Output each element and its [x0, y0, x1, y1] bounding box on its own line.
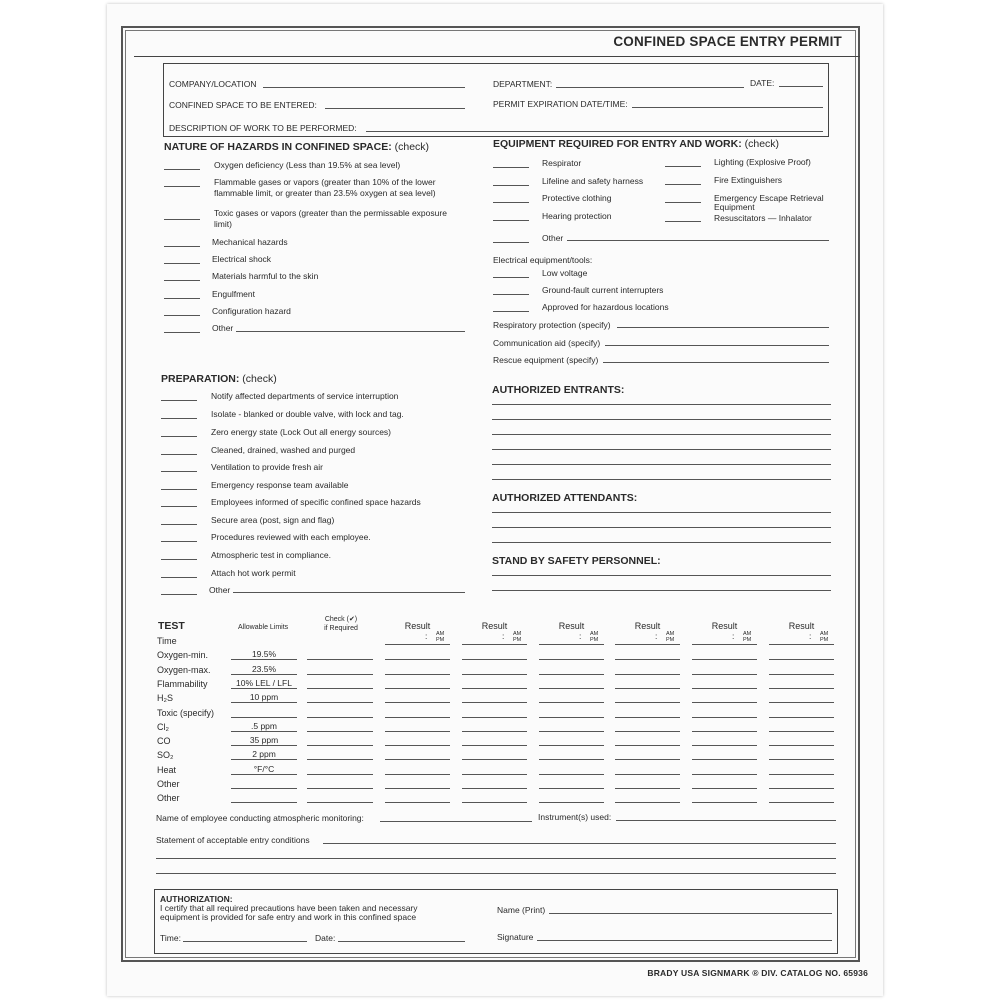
company-label: COMPANY/LOCATION	[169, 79, 257, 89]
test-row-label: Oxygen-min.	[157, 650, 209, 661]
result-label: Result	[711, 621, 738, 631]
date-field[interactable]	[779, 86, 823, 87]
test-limit: 35 ppm	[249, 735, 279, 746]
hazard-checkbox[interactable]	[164, 246, 200, 247]
result-label: Result	[558, 621, 585, 631]
test-result-field[interactable]	[462, 802, 527, 803]
prep-checkbox[interactable]	[161, 400, 197, 401]
specify-label: Rescue equipment (specify)	[493, 355, 599, 365]
auth-date-field[interactable]	[338, 941, 465, 942]
test-result-field[interactable]	[615, 731, 680, 732]
am-label: AM	[513, 631, 522, 637]
statement-field[interactable]	[323, 843, 836, 844]
test-result-field[interactable]	[769, 717, 834, 718]
test-result-field[interactable]	[462, 717, 527, 718]
test-check-field[interactable]	[307, 674, 373, 675]
entrant-line[interactable]	[492, 419, 831, 420]
test-limit-line	[231, 674, 297, 675]
equipment-item: Hearing protection	[542, 211, 612, 221]
test-result-field[interactable]	[769, 774, 834, 775]
hazard-item: Configuration hazard	[212, 306, 291, 316]
test-limit-line	[231, 688, 297, 689]
test-check-field[interactable]	[307, 659, 373, 660]
expiration-label: PERMIT EXPIRATION DATE/TIME:	[493, 99, 628, 109]
pm-label: PM	[436, 637, 445, 643]
equipment-checkbox[interactable]	[493, 185, 529, 186]
test-row-label: Other	[157, 779, 180, 789]
equipment-checkbox[interactable]	[493, 220, 529, 221]
prep-checkbox[interactable]	[161, 436, 197, 437]
test-result-field[interactable]	[462, 674, 527, 675]
hazard-checkbox[interactable]	[164, 219, 200, 220]
pm-label: PM	[513, 637, 522, 643]
test-result-field[interactable]	[385, 745, 450, 746]
statement-label: Statement of acceptable entry conditions	[156, 835, 310, 845]
test-row-label: Flammability	[157, 678, 208, 689]
electrical-item: Approved for hazardous locations	[542, 302, 669, 312]
result-time-line[interactable]	[539, 644, 604, 645]
pm-label: PM	[666, 637, 675, 643]
prep-item: Other	[209, 585, 231, 595]
prep-item: Isolate - blanked or double valve, with lock and tag.	[211, 409, 404, 419]
am-label: AM	[743, 631, 752, 637]
test-row-label: Other	[157, 793, 180, 804]
test-result-field[interactable]	[539, 702, 604, 703]
hazard-item: Materials harmful to the skin	[212, 271, 319, 281]
test-result-field[interactable]	[769, 802, 834, 803]
test-heading: TEST	[158, 620, 185, 632]
test-check-field[interactable]	[307, 702, 373, 703]
hazard-item: Mechanical hazards	[212, 237, 288, 247]
prep-item: Employees informed of specific confined space hazards	[211, 497, 421, 507]
electrical-checkbox[interactable]	[493, 277, 529, 278]
test-limit-line	[231, 717, 297, 718]
test-result-field[interactable]	[462, 702, 527, 703]
test-result-field[interactable]	[462, 788, 527, 789]
equipment-checkbox[interactable]	[665, 221, 701, 222]
prep-checkbox[interactable]	[161, 524, 197, 525]
test-check-field[interactable]	[307, 731, 373, 732]
test-check-field[interactable]	[307, 717, 373, 718]
equipment-item: Lighting (Explosive Proof)	[714, 157, 811, 167]
equipment-item: Respirator	[542, 158, 582, 168]
test-row-label: Heat	[157, 764, 177, 775]
am-label: AM	[590, 631, 599, 637]
entrant-line[interactable]	[492, 479, 831, 480]
equipment-checkbox[interactable]	[493, 242, 529, 243]
space-field[interactable]	[325, 108, 465, 109]
test-check-field[interactable]	[307, 759, 373, 760]
test-result-field[interactable]	[692, 688, 757, 689]
prep-item: Notify affected departments of service interruption	[211, 391, 399, 401]
test-limit-line	[231, 802, 297, 803]
test-result-field[interactable]	[615, 759, 680, 760]
electrical-label: Electrical equipment/tools:	[493, 255, 593, 265]
test-limit: 19.5%	[251, 649, 277, 660]
electrical-item: Low voltage	[542, 268, 588, 278]
test-result-field[interactable]	[385, 659, 450, 660]
test-result-field[interactable]	[769, 674, 834, 675]
test-result-field[interactable]	[385, 674, 450, 675]
authorization-heading: AUTHORIZATION:	[160, 894, 233, 904]
prep-checkbox[interactable]	[161, 471, 197, 472]
equipment-item: Lifeline and safety harness	[542, 176, 644, 186]
check-header: Check (✔) if Required	[324, 616, 358, 632]
signature-field[interactable]	[537, 940, 832, 941]
hazard-item: Engulfment	[212, 289, 255, 299]
test-result-field[interactable]	[692, 717, 757, 718]
auth-date-label: Date:	[315, 933, 336, 943]
test-limit: 10 ppm	[249, 692, 279, 703]
test-result-field[interactable]	[692, 674, 757, 675]
pm-label: PM	[820, 637, 829, 643]
description-label: DESCRIPTION OF WORK TO BE PERFORMED:	[169, 123, 357, 133]
result-time-line[interactable]	[385, 644, 450, 645]
prep-other-field[interactable]	[233, 592, 465, 593]
result-label: Result	[481, 621, 508, 631]
equipment-other-field[interactable]	[567, 240, 829, 241]
instrument-field[interactable]	[616, 820, 836, 821]
am-label: AM	[436, 631, 445, 637]
hazard-item: Electrical shock	[212, 254, 272, 264]
test-result-field[interactable]	[615, 745, 680, 746]
test-result-field[interactable]	[385, 731, 450, 732]
test-result-field[interactable]	[385, 788, 450, 789]
entrant-line[interactable]	[492, 449, 831, 450]
prep-checkbox[interactable]	[161, 506, 197, 507]
test-result-field[interactable]	[385, 702, 450, 703]
test-limit: .5 ppm	[251, 720, 277, 731]
equipment-checkbox[interactable]	[665, 166, 701, 167]
test-result-field[interactable]	[539, 802, 604, 803]
hazard-item: limit)	[214, 219, 232, 229]
test-check-field[interactable]	[307, 745, 373, 746]
specify-label: Respiratory protection (specify)	[493, 320, 611, 330]
hazard-item: Oxygen deficiency (Less than 19.5% at sea level)	[214, 160, 401, 170]
equipment-checkbox[interactable]	[493, 167, 529, 168]
test-result-field[interactable]	[539, 745, 604, 746]
result-time-line[interactable]	[615, 644, 680, 645]
result-colon: :	[655, 631, 658, 641]
test-result-field[interactable]	[539, 774, 604, 775]
test-result-field[interactable]	[462, 659, 527, 660]
test-result-field[interactable]	[539, 759, 604, 760]
hazard-checkbox[interactable]	[164, 315, 200, 316]
result-time-line[interactable]	[692, 644, 757, 645]
equipment-heading: EQUIPMENT REQUIRED FOR ENTRY AND WORK: (check)	[493, 138, 780, 150]
test-limit: 2 ppm	[252, 749, 276, 760]
prep-item: Procedures reviewed with each employee.	[211, 532, 371, 542]
entrant-line[interactable]	[492, 404, 831, 405]
result-label: Result	[404, 621, 431, 631]
test-result-field[interactable]	[692, 774, 757, 775]
equipment-item: Fire Extinguishers	[714, 175, 783, 185]
result-colon: :	[809, 631, 812, 641]
hazard-item: Other	[212, 323, 234, 333]
name-field[interactable]	[549, 913, 832, 914]
entrants-heading: AUTHORIZED ENTRANTS:	[492, 384, 625, 396]
test-result-field[interactable]	[615, 717, 680, 718]
test-result-field[interactable]	[692, 745, 757, 746]
test-result-field[interactable]	[615, 674, 680, 675]
test-check-field[interactable]	[307, 802, 373, 803]
electrical-item: Ground-fault current interrupters	[542, 285, 664, 295]
prep-item: Cleaned, drained, washed and purged	[211, 445, 356, 455]
test-result-field[interactable]	[462, 774, 527, 775]
prep-checkbox[interactable]	[161, 454, 197, 455]
hazards-heading: NATURE OF HAZARDS IN CONFINED SPACE: (check)	[164, 141, 430, 153]
test-result-field[interactable]	[462, 759, 527, 760]
prep-item: Ventilation to provide fresh air	[211, 462, 323, 472]
entrant-line[interactable]	[492, 434, 831, 435]
specify-label: Communication aid (specify)	[493, 338, 601, 348]
equipment-checkbox[interactable]	[665, 184, 701, 185]
catalog-footer: BRADY USA SIGNMARK ® DIV. CATALOG NO. 65936	[647, 968, 868, 978]
pm-label: PM	[743, 637, 752, 643]
test-result-field[interactable]	[769, 702, 834, 703]
equipment-checkbox[interactable]	[665, 202, 701, 203]
name-label: Name (Print)	[497, 905, 546, 915]
test-result-field[interactable]	[385, 717, 450, 718]
hazard-item: Toxic gases or vapors (greater than the permissable exposure	[214, 208, 447, 218]
test-result-field[interactable]	[385, 688, 450, 689]
test-row-label: Toxic (specify)	[157, 707, 215, 718]
time-label: Time:	[160, 933, 181, 943]
test-result-field[interactable]	[462, 731, 527, 732]
test-result-field[interactable]	[692, 759, 757, 760]
test-result-field[interactable]	[539, 659, 604, 660]
result-time-line[interactable]	[769, 644, 834, 645]
test-result-field[interactable]	[769, 731, 834, 732]
test-result-field[interactable]	[615, 688, 680, 689]
result-label: Result	[788, 621, 815, 631]
test-limit-line	[231, 659, 297, 660]
standby-line[interactable]	[492, 590, 831, 591]
test-check-field[interactable]	[307, 774, 373, 775]
test-result-field[interactable]	[692, 702, 757, 703]
test-result-field[interactable]	[692, 731, 757, 732]
company-field[interactable]	[263, 87, 465, 88]
prep-checkbox[interactable]	[161, 577, 197, 578]
department-label: DEPARTMENT:	[493, 79, 553, 89]
test-result-field[interactable]	[692, 659, 757, 660]
hazard-checkbox[interactable]	[164, 280, 200, 281]
test-result-field[interactable]	[539, 731, 604, 732]
entrant-line[interactable]	[492, 464, 831, 465]
test-limit: 10% LEL / LFL	[236, 677, 292, 688]
pm-label: PM	[590, 637, 599, 643]
test-row-label: SO₂	[157, 750, 174, 761]
test-result-field[interactable]	[692, 802, 757, 803]
hazard-checkbox[interactable]	[164, 169, 200, 170]
test-result-field[interactable]	[385, 759, 450, 760]
limits-header: Allowable Limits	[238, 624, 289, 631]
am-label: AM	[820, 631, 829, 637]
authorization-text: I certify that all required precautions have been taken and necessary	[160, 903, 418, 913]
test-result-field[interactable]	[615, 659, 680, 660]
test-limit-line	[231, 702, 297, 703]
test-limit-line	[231, 774, 297, 775]
result-colon: :	[732, 631, 735, 641]
test-result-field[interactable]	[615, 788, 680, 789]
page-title: CONFINED SPACE ENTRY PERMIT	[613, 34, 842, 49]
expiration-field[interactable]	[632, 107, 823, 108]
standby-heading: STAND BY SAFETY PERSONNEL:	[492, 555, 661, 567]
test-result-field[interactable]	[462, 688, 527, 689]
time-field[interactable]	[183, 941, 307, 942]
attendant-line[interactable]	[492, 527, 831, 528]
space-label: CONFINED SPACE TO BE ENTERED:	[169, 100, 317, 110]
communication-field[interactable]	[605, 345, 829, 346]
preparation-heading: PREPARATION: (check)	[161, 373, 277, 385]
test-result-field[interactable]	[615, 702, 680, 703]
test-limit-line	[231, 788, 297, 789]
hazard-checkbox[interactable]	[164, 332, 200, 333]
department-field[interactable]	[556, 87, 744, 88]
equipment-item: Emergency Escape Retrieval	[714, 193, 824, 203]
test-result-field[interactable]	[769, 759, 834, 760]
prep-item: Atmospheric test in compliance.	[211, 550, 331, 560]
test-result-field[interactable]	[615, 802, 680, 803]
test-result-field[interactable]	[462, 745, 527, 746]
attendants-heading: AUTHORIZED ATTENDANTS:	[492, 492, 638, 504]
result-label: Result	[634, 621, 661, 631]
attendant-line[interactable]	[492, 542, 831, 543]
test-result-field[interactable]	[615, 774, 680, 775]
test-check-field[interactable]	[307, 688, 373, 689]
signature-label: Signature	[497, 932, 534, 942]
equipment-item: Other	[542, 233, 564, 243]
test-result-field[interactable]	[769, 788, 834, 789]
prep-checkbox[interactable]	[161, 489, 197, 490]
test-row-label: Oxygen-max.	[157, 664, 211, 675]
statement-line[interactable]	[156, 858, 836, 859]
test-result-field[interactable]	[539, 788, 604, 789]
test-row-label: Time	[157, 636, 177, 646]
test-row-label: CO	[157, 736, 171, 747]
test-limit-line	[231, 731, 297, 732]
prep-item: Emergency response team available	[211, 480, 349, 490]
test-result-field[interactable]	[385, 774, 450, 775]
test-result-field[interactable]	[539, 688, 604, 689]
test-limit: 23.5%	[251, 663, 277, 674]
attendant-line[interactable]	[492, 512, 831, 513]
test-check-field[interactable]	[307, 788, 373, 789]
prep-item: Zero energy state (Lock Out all energy sources)	[211, 427, 391, 437]
result-colon: :	[579, 631, 582, 641]
test-row-label: H₂S	[157, 693, 173, 704]
test-result-field[interactable]	[385, 802, 450, 803]
electrical-checkbox[interactable]	[493, 294, 529, 295]
test-result-field[interactable]	[539, 674, 604, 675]
equipment-item: Equipment	[714, 202, 755, 212]
test-row-label: Cl₂	[157, 721, 169, 732]
prep-checkbox[interactable]	[161, 594, 197, 595]
result-colon: :	[502, 631, 505, 641]
equipment-item: Protective clothing	[542, 193, 612, 203]
electrical-checkbox[interactable]	[493, 311, 529, 312]
prep-checkbox[interactable]	[161, 418, 197, 419]
test-result-field[interactable]	[692, 788, 757, 789]
monitor-field[interactable]	[380, 821, 532, 822]
date-label: DATE:	[750, 78, 775, 88]
title-bar	[134, 26, 860, 57]
authorization-text: equipment is provided for safe entry and work in this confined space	[160, 912, 417, 922]
result-colon: :	[425, 631, 428, 641]
prep-item: Attach hot work permit	[211, 568, 296, 578]
prep-checkbox[interactable]	[161, 541, 197, 542]
standby-line[interactable]	[492, 575, 831, 576]
monitor-label: Name of employee conducting atmospheric monitoring:	[156, 813, 364, 823]
description-field[interactable]	[366, 131, 823, 132]
hazard-checkbox[interactable]	[164, 298, 200, 299]
prep-item: Secure area (post, sign and flag)	[211, 515, 335, 525]
prep-checkbox[interactable]	[161, 559, 197, 560]
test-limit-line	[231, 759, 297, 760]
result-time-line[interactable]	[462, 644, 527, 645]
am-label: AM	[666, 631, 675, 637]
instrument-label: Instrument(s) used:	[538, 812, 612, 822]
hazard-other-field[interactable]	[236, 331, 465, 332]
equipment-item: Resuscitators — Inhalator	[714, 213, 812, 223]
equipment-checkbox[interactable]	[493, 202, 529, 203]
statement-line[interactable]	[156, 873, 836, 874]
hazard-item: flammable limit, or greater than 23.5% oxygen at sea level)	[214, 188, 436, 198]
rescue-field[interactable]	[603, 362, 829, 363]
test-result-field[interactable]	[769, 745, 834, 746]
test-result-field[interactable]	[769, 688, 834, 689]
hazard-checkbox[interactable]	[164, 186, 200, 187]
respiratory-field[interactable]	[617, 327, 829, 328]
test-result-field[interactable]	[539, 717, 604, 718]
hazard-item: Flammable gases or vapors (greater than 10% of the lower	[214, 177, 436, 187]
test-result-field[interactable]	[769, 659, 834, 660]
test-limit: °F/°C	[253, 763, 275, 774]
hazard-checkbox[interactable]	[164, 263, 200, 264]
test-limit-line	[231, 745, 297, 746]
